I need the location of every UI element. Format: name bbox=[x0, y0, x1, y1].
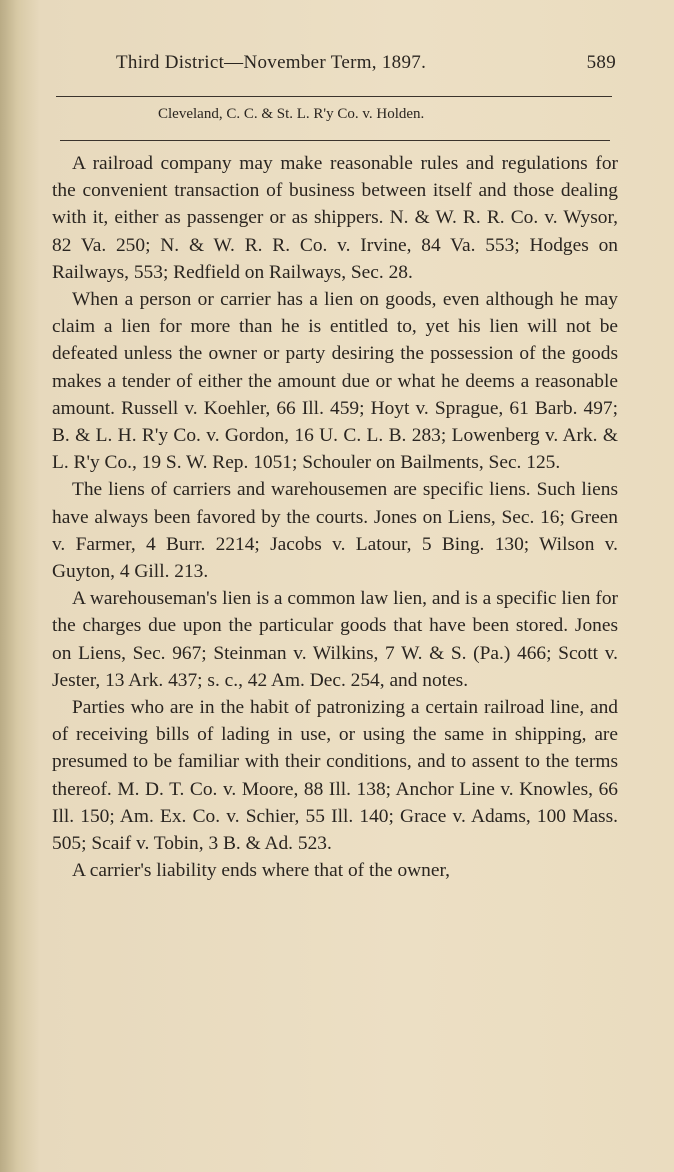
header-rule bbox=[56, 96, 612, 97]
running-head bbox=[116, 52, 616, 80]
page-number: 589 bbox=[586, 52, 616, 73]
body-text bbox=[52, 150, 618, 884]
running-title: Third District—November Term, 1897. bbox=[116, 52, 427, 73]
paragraph: Parties who are in the habit of patronizing a certain railroad line, and of receiving bills of lading in use, or using the same in shipping, are presumed to be familiar with their conditions, and to assent to the terms thereof. M. D. T. Co. v. Moore, 88 Ill. 138; Anchor Line v. Knowles, 66 Ill. 150; Am. Ex. Co. v. Schier, 55 Ill. 140; Grace v. Adams, 100 Mass. 505; Scaif v. Tobin, 3 B. & Ad. 523. bbox=[52, 697, 618, 855]
case-title-rule bbox=[60, 140, 610, 141]
paragraph: When a person or carrier has a lien on goods, even although he may claim a lien for more than he is entitled to, yet his lien will not be defeated unless the owner or party desiring the possession of the goods makes a tender of either the amount due or what he deems a reasonable amount. Russell v. Koehler, 66 Ill. 459; Hoyt v. Sprague, 61 Barb. 497; B. & L. H. R'y Co. v. Gordon, 16 U. C. L. B. 283; Lowenberg v. Ark. & L. R'y Co., 19 S. W. Rep. 1051; Schouler on Bailments, Sec. 125. bbox=[52, 289, 618, 474]
paragraph: A warehouseman's lien is a common law lien, and is a specific lien for the charges due upon the particular goods that have been stored. Jones on Liens, Sec. 967; Steinman v. Wilkins, 7 W. & S. (Pa.) 466; Scott v. Jester, 13 Ark. 437; s. c., 42 Am. Dec. 254, and notes. bbox=[52, 588, 618, 691]
paragraph: A carrier's liability ends where that of the owner, bbox=[72, 860, 451, 882]
paragraph: A railroad company may make reasonable rules and regulations for the convenient transaction of business between itself and those dealing with it, either as passenger or as shippers. N. & W. R. R. Co. v. Wysor, 82 Va. 250; N. & W. R. R. Co. v. Irvine, 84 Va. 553; Hodges on Railways, 553; Redfield on Railways, Sec. 28. bbox=[52, 153, 618, 283]
case-title: Cleveland, C. C. & St. L. R'y Co. v. Holden. bbox=[158, 106, 425, 122]
paragraph: The liens of carriers and warehousemen are specific liens. Such liens have always been favored by the courts. Jones on Liens, Sec. 16; Green v. Farmer, 4 Burr. 2214; Jacobs v. Latour, 5 Bing. 130; Wilson v. Guyton, 4 Gill. 213. bbox=[52, 479, 618, 583]
